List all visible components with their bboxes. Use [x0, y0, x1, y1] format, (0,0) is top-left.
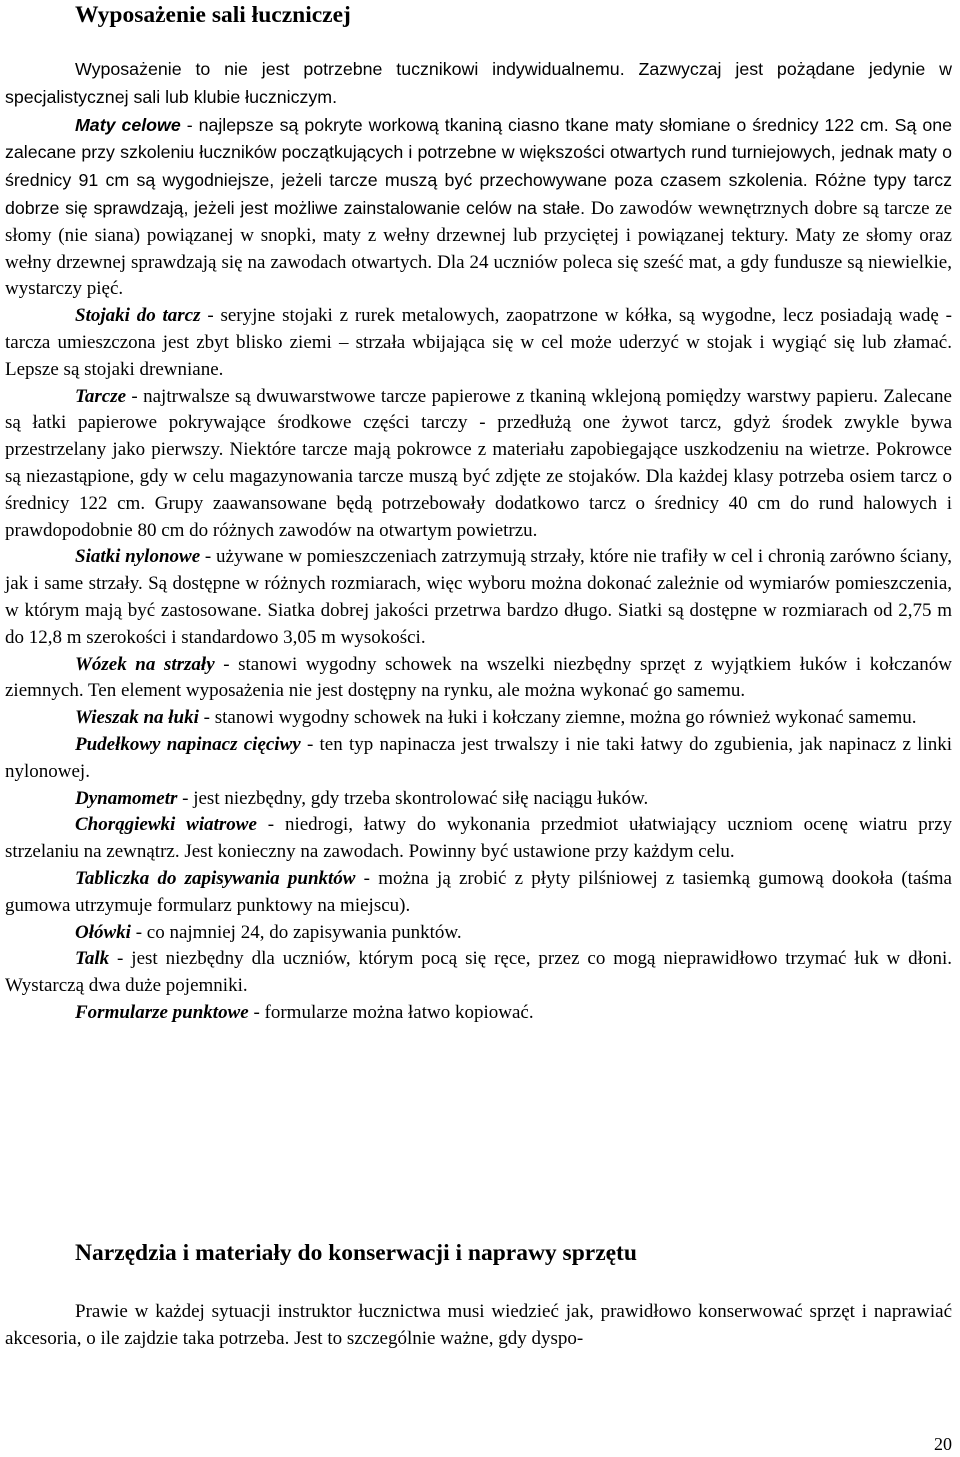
page-number: 20	[934, 1434, 952, 1454]
term-stojaki: Stojaki do tarcz	[75, 305, 201, 327]
stojaki-text: - seryjne stojaki z rurek metalowych, zaopatrzone w kółka, są wygodne, lecz posiadają wadę - tarcza umieszczona jest zbyt blisko ziemi – strzała wbijająca się w cel może uderzyć w stojak i wygiąć się lub złamać. Lepsze są stojaki drewniane.	[5, 305, 952, 380]
talk-text: - jest niezbędny dla uczniów, którym pocą się ręce, przez co mogą nieprawidłowo trzymać łuk w dłoni. Wystarczą dwa duże pojemniki.	[5, 948, 952, 997]
term-siatki: Siatki nylonowe	[75, 546, 201, 568]
term-wieszak: Wieszak na łuki	[75, 707, 199, 729]
choragiewki-text: - niedrogi, łatwy do wykonania przedmiot ułatwiający uczniom ocenę wiatru przy strzelaniu na zewnątrz. Jest konieczny na zawodach. Powinny być ustawione przy każdym celu.	[5, 814, 952, 863]
paragraph-stojaki	[5, 303, 952, 383]
paragraph-wozek	[5, 652, 952, 706]
olowki-text: - co najmniej 24, do zapisywania punktów.	[130, 921, 462, 943]
maty-text-a: - najlepsze są pokryte workową tkaniną ciasno tkane maty słomiane o średnicy 122 cm.	[180, 114, 895, 135]
paragraph-intro	[5, 56, 952, 112]
paragraph-siatki	[5, 544, 952, 651]
wozek-text: - stanowi wygodny schowek na wszelki niezbędny sprzęt z wyjątkiem łuków i kołczanów ziemnych. Ten element wyposażenia nie jest dostępny na rynku, ale można wykonać go samemu.	[5, 653, 952, 702]
paragraph-tabliczka	[5, 866, 952, 920]
term-formularze: Formularze punktowe	[75, 1001, 249, 1023]
term-choragiewki: Chorągiewki wiatrowe	[75, 814, 257, 836]
term-maty: Maty celowe	[75, 114, 181, 135]
maty-text-c: Do zawodów wewnętrznych dobre są tarcze ze słomy (nie siana) powiązanej w snopki, maty z wełny drzewnej lub przyciętej i powiązanej tektury. Maty ze słomy oraz wełny drzewnej sprawdzają się na zawodach otwartych. Dla 24 uczniów poleca się sześć mat, a gdy fundusze są niewielkie, wystarczy pięć.	[5, 197, 952, 300]
paragraph-pudelkowy	[5, 732, 952, 786]
section-body	[5, 56, 952, 1027]
maty-text-b: Są one zalecane przy szkoleniu łuczników początkujących i potrzebne w większości otwartych rund turniejowych, jednak maty o średnicy 91 cm są wygodniejsze, jeżeli tarcze muszą być przechowywane poza czasem szkolenia. Różne typy tarcz dobrze się sprawdzają, jeżeli jest możliwe zainstalowanie celów na stałe.	[5, 114, 952, 218]
term-tabliczka: Tabliczka do zapisywania punktów	[75, 867, 356, 889]
intro-text: Wyposażenie to nie jest potrzebne tucznikowi indywidualnemu. Zazwyczaj jest pożądane jedynie w specjalistycznej sali lub klubie łuczniczym.	[5, 59, 952, 107]
section-title-2: Narzędzia i materiały do konserwacji i naprawy sprzętu	[75, 1240, 637, 1266]
paragraph-maty	[5, 112, 952, 304]
term-wozek: Wózek na strzały	[75, 653, 215, 675]
tabliczka-text: - można ją zrobić z płyty pilśniowej z tasiemką gumową dookoła (taśma gumowa utrzymuje formularz punktowy na miejscu).	[5, 867, 952, 916]
term-olowki: Ołówki	[75, 921, 131, 943]
pudelkowy-text: - ten typ napinacza jest trwalszy i nie taki łatwy do zgubienia, jak napinacz z linki nylonowej.	[5, 733, 952, 782]
paragraph-wieszak	[5, 705, 952, 732]
narzedzia-text: Prawie w każdej sytuacji instruktor łucznictwa musi wiedzieć jak, prawidłowo konserwować sprzęt i naprawiać akcesoria, o ile zajdzie taka potrzeba. Jest to szczególnie ważne, gdy dyspo-	[5, 1301, 952, 1349]
term-dynamometr: Dynamometr	[75, 787, 178, 809]
siatki-text: - używane w pomieszczeniach zatrzymują strzały, które nie trafiły w cel i chronią zarówno ściany, jak i same strzały. Są dostępne w różnych rozmiarach, więc wyboru można dokonać zależnie od wymiarów pomieszczenia, w którym mają być zastosowane. Siatka dobrej jakości przetrwa bardzo długo. Siatki są dostępne w rozmiarach od 2,75 m do 12,8 m szerokości i standardowo 3,05 m wysokości.	[5, 546, 952, 648]
paragraph-dynamometr	[5, 786, 952, 813]
paragraph-talk	[5, 946, 952, 1000]
paragraph-choragiewki	[5, 812, 952, 866]
section-body-2	[5, 1298, 952, 1352]
term-pudelkowy: Pudełkowy napinacz cięciwy	[75, 733, 301, 755]
paragraph-formularze	[5, 1000, 952, 1027]
paragraph-tarcze	[5, 384, 952, 545]
dynamometr-text: - jest niezbędny, gdy trzeba skontrolować siłę naciągu łuków.	[177, 787, 649, 809]
section-title: Wyposażenie sali łuczniczej	[75, 2, 351, 28]
formularze-text: - formularze można łatwo kopiować.	[248, 1001, 534, 1023]
tarcze-text: - najtrwalsze są dwuwarstwowe tarcze papierowe z tkaniną wklejoną pomiędzy warstwy papieru. Zalecane są łatki papierowe pokrywające środkowe części tarczy - przedłużą one żywot tarcz, gdyż środek zwykle bywa przestrzelany jako pierwszy. Niektóre tarcze mają pokrowce z materiału zapobiegające uszkodzeniu na wietrze. Pokrowce są niezastąpione, gdy w celu magazynowania tarcze muszą być zdjęte ze stojaków. Dla każdej klasy potrzeba osiem tarcz o średnicy 122 cm. Grupy zaawansowane będą potrzebowały dodatkowo tarcz o średnicy 40 cm do rund halowych i prawdopodobnie 80 cm do różnych zawodów na otwartym powietrzu.	[5, 385, 952, 541]
paragraph-narzedzia	[5, 1298, 952, 1352]
paragraph-olowki	[5, 920, 952, 947]
wieszak-text: - stanowi wygodny schowek na łuki i kołczany ziemne, można go również wykonać samemu.	[198, 707, 917, 729]
term-talk: Talk	[75, 948, 110, 970]
term-tarcze: Tarcze	[75, 385, 127, 407]
